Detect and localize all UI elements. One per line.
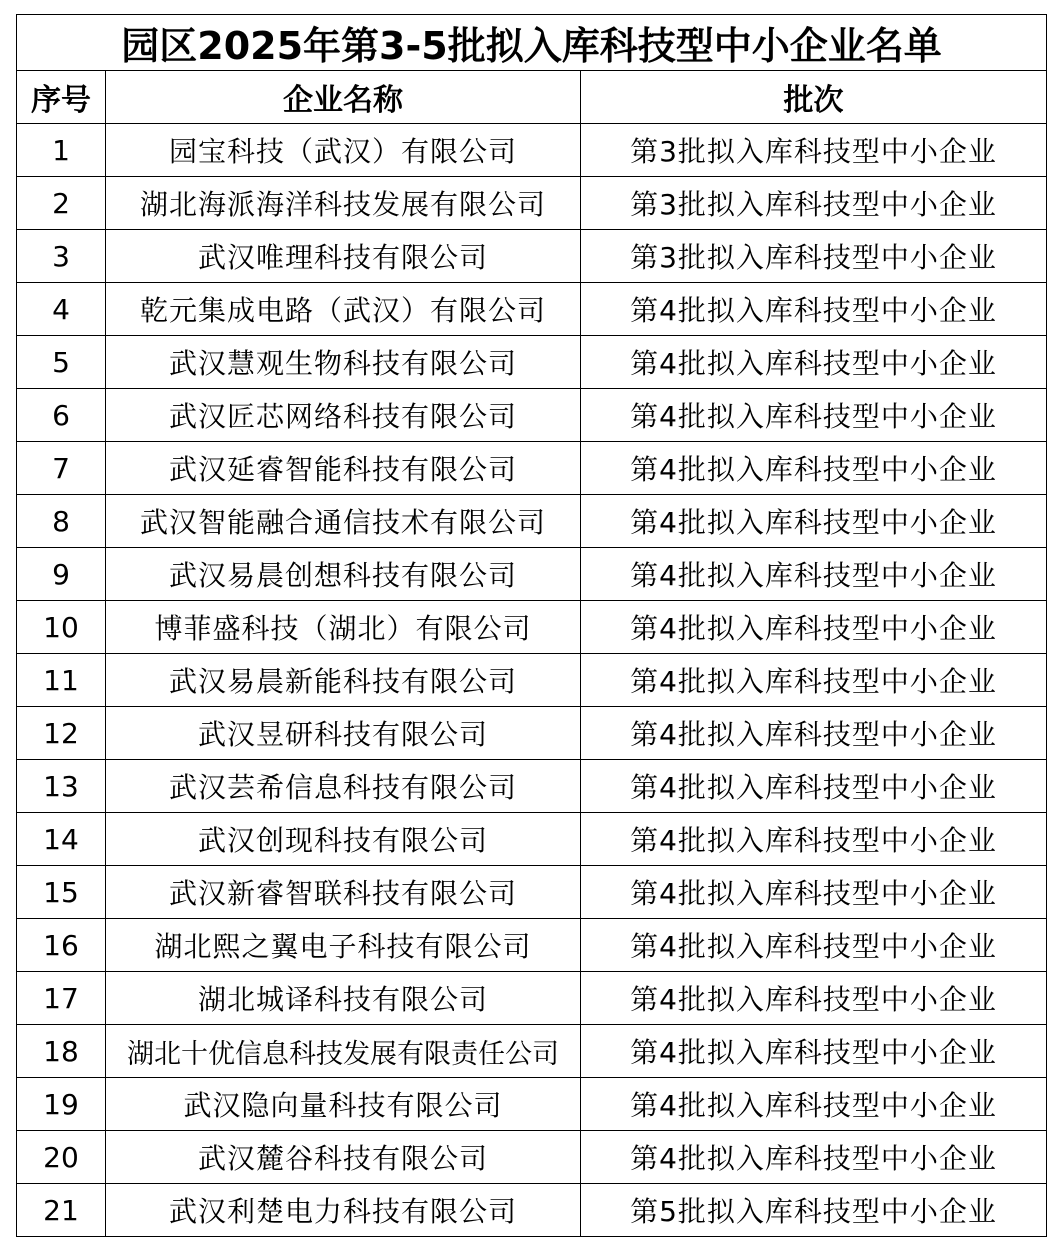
column-header-no: 序号 bbox=[17, 71, 106, 124]
table-row bbox=[17, 177, 1047, 230]
row-number: 1 bbox=[17, 124, 106, 177]
table-row bbox=[17, 1184, 1047, 1237]
batch-label: 第4批拟入库科技型中小企业 bbox=[581, 813, 1047, 866]
company-name: 武汉慧观生物科技有限公司 bbox=[106, 336, 581, 389]
table-row bbox=[17, 1131, 1047, 1184]
row-number: 10 bbox=[17, 601, 106, 654]
company-name: 湖北十优信息科技发展有限责任公司 bbox=[106, 1025, 581, 1078]
row-number: 16 bbox=[17, 919, 106, 972]
row-number: 20 bbox=[17, 1131, 106, 1184]
row-number: 9 bbox=[17, 548, 106, 601]
batch-label: 第4批拟入库科技型中小企业 bbox=[581, 283, 1047, 336]
table-row bbox=[17, 124, 1047, 177]
row-number: 21 bbox=[17, 1184, 106, 1237]
row-number: 6 bbox=[17, 389, 106, 442]
row-number: 13 bbox=[17, 760, 106, 813]
enterprise-list-table bbox=[16, 14, 1047, 1237]
page-title: 园区2025年第3-5批拟入库科技型中小企业名单 bbox=[17, 15, 1047, 71]
company-name: 武汉新睿智联科技有限公司 bbox=[106, 866, 581, 919]
table-row bbox=[17, 972, 1047, 1025]
company-name: 湖北海派海洋科技发展有限公司 bbox=[106, 177, 581, 230]
company-name: 武汉易晨创想科技有限公司 bbox=[106, 548, 581, 601]
batch-label: 第3批拟入库科技型中小企业 bbox=[581, 124, 1047, 177]
batch-label: 第4批拟入库科技型中小企业 bbox=[581, 972, 1047, 1025]
company-name: 武汉麓谷科技有限公司 bbox=[106, 1131, 581, 1184]
table-row bbox=[17, 866, 1047, 919]
batch-label: 第4批拟入库科技型中小企业 bbox=[581, 707, 1047, 760]
table-row bbox=[17, 1025, 1047, 1078]
table-row bbox=[17, 1078, 1047, 1131]
table-body bbox=[17, 124, 1047, 1237]
row-number: 8 bbox=[17, 495, 106, 548]
company-name: 武汉隐向量科技有限公司 bbox=[106, 1078, 581, 1131]
row-number: 7 bbox=[17, 442, 106, 495]
column-header-batch: 批次 bbox=[581, 71, 1047, 124]
company-name: 武汉易晨新能科技有限公司 bbox=[106, 654, 581, 707]
table-row bbox=[17, 601, 1047, 654]
table-row bbox=[17, 389, 1047, 442]
company-name: 武汉利楚电力科技有限公司 bbox=[106, 1184, 581, 1237]
title-row bbox=[17, 15, 1047, 71]
table-row bbox=[17, 442, 1047, 495]
company-name: 武汉创现科技有限公司 bbox=[106, 813, 581, 866]
table-row bbox=[17, 230, 1047, 283]
batch-label: 第4批拟入库科技型中小企业 bbox=[581, 919, 1047, 972]
company-name: 武汉匠芯网络科技有限公司 bbox=[106, 389, 581, 442]
batch-label: 第4批拟入库科技型中小企业 bbox=[581, 760, 1047, 813]
batch-label: 第4批拟入库科技型中小企业 bbox=[581, 1131, 1047, 1184]
row-number: 14 bbox=[17, 813, 106, 866]
row-number: 11 bbox=[17, 654, 106, 707]
batch-label: 第4批拟入库科技型中小企业 bbox=[581, 336, 1047, 389]
batch-label: 第3批拟入库科技型中小企业 bbox=[581, 177, 1047, 230]
table-row bbox=[17, 495, 1047, 548]
company-name: 武汉智能融合通信技术有限公司 bbox=[106, 495, 581, 548]
company-name: 乾元集成电路（武汉）有限公司 bbox=[106, 283, 581, 336]
row-number: 15 bbox=[17, 866, 106, 919]
row-number: 5 bbox=[17, 336, 106, 389]
batch-label: 第4批拟入库科技型中小企业 bbox=[581, 654, 1047, 707]
row-number: 18 bbox=[17, 1025, 106, 1078]
column-header-name: 企业名称 bbox=[106, 71, 581, 124]
table-row bbox=[17, 654, 1047, 707]
company-name: 湖北城译科技有限公司 bbox=[106, 972, 581, 1025]
table-row bbox=[17, 283, 1047, 336]
row-number: 19 bbox=[17, 1078, 106, 1131]
table-row bbox=[17, 548, 1047, 601]
row-number: 12 bbox=[17, 707, 106, 760]
company-name: 武汉芸希信息科技有限公司 bbox=[106, 760, 581, 813]
row-number: 2 bbox=[17, 177, 106, 230]
table-row bbox=[17, 813, 1047, 866]
table-row bbox=[17, 919, 1047, 972]
batch-label: 第4批拟入库科技型中小企业 bbox=[581, 442, 1047, 495]
company-name: 武汉昱研科技有限公司 bbox=[106, 707, 581, 760]
company-name: 武汉延睿智能科技有限公司 bbox=[106, 442, 581, 495]
batch-label: 第4批拟入库科技型中小企业 bbox=[581, 866, 1047, 919]
batch-label: 第4批拟入库科技型中小企业 bbox=[581, 389, 1047, 442]
company-name: 园宝科技（武汉）有限公司 bbox=[106, 124, 581, 177]
header-row bbox=[17, 71, 1047, 124]
row-number: 17 bbox=[17, 972, 106, 1025]
batch-label: 第4批拟入库科技型中小企业 bbox=[581, 495, 1047, 548]
company-name: 博菲盛科技（湖北）有限公司 bbox=[106, 601, 581, 654]
table-row bbox=[17, 760, 1047, 813]
batch-label: 第4批拟入库科技型中小企业 bbox=[581, 1025, 1047, 1078]
table-row bbox=[17, 336, 1047, 389]
batch-label: 第4批拟入库科技型中小企业 bbox=[581, 548, 1047, 601]
batch-label: 第4批拟入库科技型中小企业 bbox=[581, 601, 1047, 654]
company-name: 武汉唯理科技有限公司 bbox=[106, 230, 581, 283]
company-name: 湖北熙之翼电子科技有限公司 bbox=[106, 919, 581, 972]
batch-label: 第5批拟入库科技型中小企业 bbox=[581, 1184, 1047, 1237]
batch-label: 第3批拟入库科技型中小企业 bbox=[581, 230, 1047, 283]
batch-label: 第4批拟入库科技型中小企业 bbox=[581, 1078, 1047, 1131]
row-number: 3 bbox=[17, 230, 106, 283]
table-row bbox=[17, 707, 1047, 760]
row-number: 4 bbox=[17, 283, 106, 336]
